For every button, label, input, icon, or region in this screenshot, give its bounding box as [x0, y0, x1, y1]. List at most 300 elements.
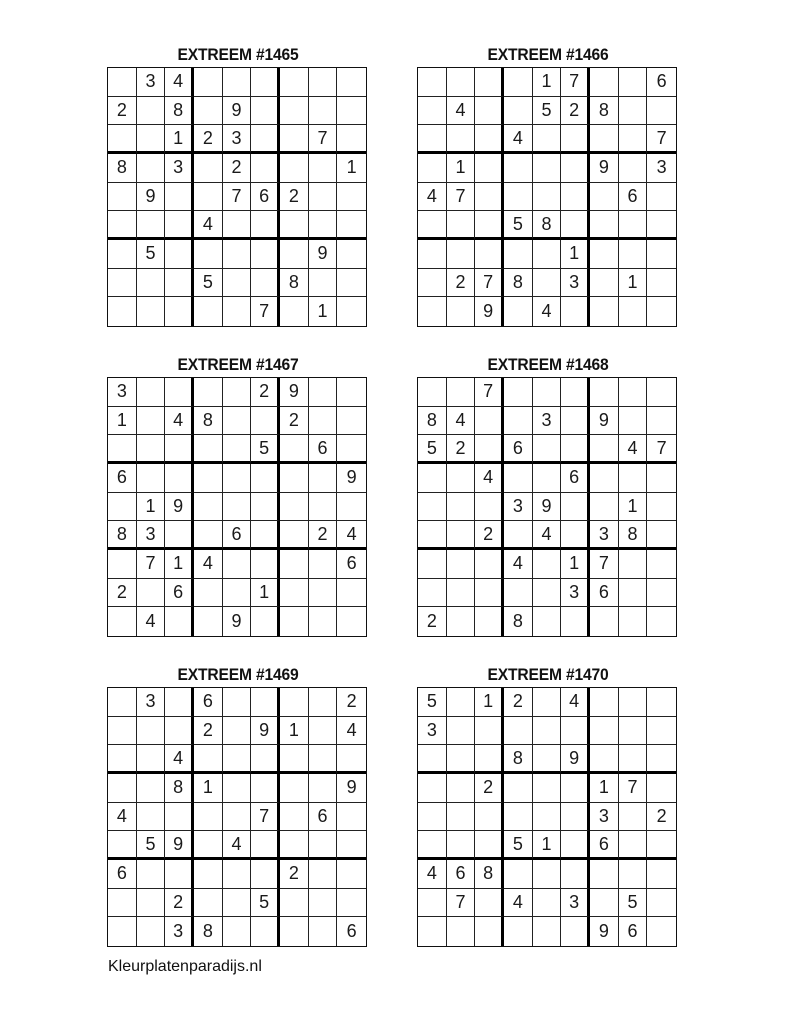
grid-cell[interactable]	[309, 68, 338, 97]
grid-cell[interactable]	[504, 579, 533, 608]
grid-cell[interactable]	[447, 521, 476, 550]
grid-cell[interactable]	[647, 269, 676, 298]
grid-cell[interactable]	[619, 68, 648, 97]
grid-cell[interactable]	[223, 68, 252, 97]
grid-cell[interactable]: 1	[108, 407, 137, 436]
grid-cell[interactable]: 3	[137, 688, 166, 717]
grid-cell[interactable]: 9	[165, 493, 194, 522]
grid-cell[interactable]	[619, 297, 648, 326]
grid-cell[interactable]: 9	[137, 183, 166, 212]
grid-cell[interactable]	[137, 211, 166, 240]
grid-cell[interactable]	[533, 464, 562, 493]
grid-cell[interactable]: 4	[108, 803, 137, 832]
grid-cell[interactable]	[165, 860, 194, 889]
grid-cell[interactable]: 6	[647, 68, 676, 97]
grid-cell[interactable]	[223, 493, 252, 522]
grid-cell[interactable]: 6	[309, 803, 338, 832]
grid-cell[interactable]: 4	[337, 521, 366, 550]
grid-cell[interactable]	[561, 297, 590, 326]
grid-cell[interactable]	[647, 378, 676, 407]
grid-cell[interactable]	[108, 774, 137, 803]
grid-cell[interactable]: 6	[108, 860, 137, 889]
grid-cell[interactable]	[280, 831, 309, 860]
grid-cell[interactable]	[418, 378, 447, 407]
grid-cell[interactable]	[561, 917, 590, 946]
grid-cell[interactable]: 6	[251, 183, 280, 212]
grid-cell[interactable]: 4	[418, 860, 447, 889]
grid-cell[interactable]	[337, 803, 366, 832]
grid-cell[interactable]: 7	[251, 297, 280, 326]
grid-cell[interactable]	[108, 493, 137, 522]
grid-cell[interactable]	[194, 435, 223, 464]
grid-cell[interactable]	[475, 579, 504, 608]
grid-cell[interactable]: 6	[194, 688, 223, 717]
grid-cell[interactable]	[337, 493, 366, 522]
grid-cell[interactable]: 4	[504, 889, 533, 918]
grid-cell[interactable]	[251, 68, 280, 97]
grid-cell[interactable]	[280, 607, 309, 636]
grid-cell[interactable]	[137, 97, 166, 126]
grid-cell[interactable]	[475, 154, 504, 183]
grid-cell[interactable]	[309, 774, 338, 803]
grid-cell[interactable]: 7	[590, 550, 619, 579]
grid-cell[interactable]	[165, 297, 194, 326]
grid-cell[interactable]	[475, 125, 504, 154]
grid-cell[interactable]	[280, 154, 309, 183]
grid-cell[interactable]	[418, 68, 447, 97]
grid-cell[interactable]	[194, 240, 223, 269]
grid-cell[interactable]: 1	[194, 774, 223, 803]
grid-cell[interactable]: 3	[165, 917, 194, 946]
grid-cell[interactable]: 5	[137, 831, 166, 860]
grid-cell[interactable]	[137, 125, 166, 154]
grid-cell[interactable]: 1	[561, 550, 590, 579]
grid-cell[interactable]: 5	[251, 889, 280, 918]
grid-cell[interactable]	[108, 68, 137, 97]
grid-cell[interactable]: 4	[194, 550, 223, 579]
grid-cell[interactable]	[194, 607, 223, 636]
grid-cell[interactable]	[447, 378, 476, 407]
grid-cell[interactable]	[280, 917, 309, 946]
grid-cell[interactable]	[137, 717, 166, 746]
grid-cell[interactable]	[309, 154, 338, 183]
grid-cell[interactable]: 4	[337, 717, 366, 746]
grid-cell[interactable]	[447, 579, 476, 608]
grid-cell[interactable]	[418, 240, 447, 269]
grid-cell[interactable]: 6	[223, 521, 252, 550]
grid-cell[interactable]	[280, 688, 309, 717]
grid-cell[interactable]: 5	[418, 435, 447, 464]
grid-cell[interactable]	[251, 125, 280, 154]
grid-cell[interactable]: 2	[108, 579, 137, 608]
grid-cell[interactable]	[251, 97, 280, 126]
grid-cell[interactable]	[533, 378, 562, 407]
grid-cell[interactable]	[280, 889, 309, 918]
grid-cell[interactable]	[280, 240, 309, 269]
grid-cell[interactable]	[309, 860, 338, 889]
grid-cell[interactable]	[447, 240, 476, 269]
grid-cell[interactable]	[561, 407, 590, 436]
grid-cell[interactable]	[619, 125, 648, 154]
grid-cell[interactable]	[533, 154, 562, 183]
grid-cell[interactable]	[309, 464, 338, 493]
grid-cell[interactable]	[251, 407, 280, 436]
grid-cell[interactable]: 6	[504, 435, 533, 464]
grid-cell[interactable]	[590, 717, 619, 746]
grid-cell[interactable]	[533, 550, 562, 579]
grid-cell[interactable]	[337, 240, 366, 269]
grid-cell[interactable]	[418, 803, 447, 832]
grid-cell[interactable]: 3	[533, 407, 562, 436]
grid-cell[interactable]	[619, 154, 648, 183]
grid-cell[interactable]	[251, 550, 280, 579]
grid-cell[interactable]: 9	[223, 607, 252, 636]
grid-cell[interactable]	[108, 240, 137, 269]
grid-cell[interactable]	[309, 183, 338, 212]
grid-cell[interactable]	[561, 774, 590, 803]
grid-cell[interactable]	[108, 688, 137, 717]
grid-cell[interactable]	[137, 745, 166, 774]
grid-cell[interactable]	[647, 521, 676, 550]
grid-cell[interactable]	[590, 378, 619, 407]
grid-cell[interactable]	[533, 435, 562, 464]
grid-cell[interactable]	[590, 240, 619, 269]
grid-cell[interactable]	[137, 889, 166, 918]
grid-cell[interactable]	[337, 607, 366, 636]
grid-cell[interactable]	[504, 240, 533, 269]
grid-cell[interactable]	[251, 860, 280, 889]
grid-cell[interactable]	[165, 607, 194, 636]
grid-cell[interactable]	[337, 97, 366, 126]
grid-cell[interactable]	[619, 607, 648, 636]
grid-cell[interactable]: 7	[475, 378, 504, 407]
grid-cell[interactable]	[619, 745, 648, 774]
grid-cell[interactable]	[137, 407, 166, 436]
grid-cell[interactable]: 2	[475, 521, 504, 550]
grid-cell[interactable]	[108, 183, 137, 212]
grid-cell[interactable]	[561, 860, 590, 889]
grid-cell[interactable]: 7	[647, 125, 676, 154]
grid-cell[interactable]	[418, 97, 447, 126]
grid-cell[interactable]: 3	[561, 579, 590, 608]
grid-cell[interactable]	[280, 803, 309, 832]
grid-cell[interactable]	[647, 917, 676, 946]
grid-cell[interactable]	[165, 183, 194, 212]
grid-cell[interactable]	[165, 378, 194, 407]
grid-cell[interactable]	[280, 435, 309, 464]
grid-cell[interactable]	[223, 917, 252, 946]
grid-cell[interactable]	[504, 97, 533, 126]
grid-cell[interactable]	[309, 745, 338, 774]
grid-cell[interactable]	[647, 688, 676, 717]
grid-cell[interactable]	[165, 269, 194, 298]
grid-cell[interactable]: 2	[280, 860, 309, 889]
grid-cell[interactable]: 8	[504, 745, 533, 774]
grid-cell[interactable]	[223, 745, 252, 774]
grid-cell[interactable]	[447, 607, 476, 636]
grid-cell[interactable]	[137, 297, 166, 326]
grid-cell[interactable]	[251, 521, 280, 550]
grid-cell[interactable]: 3	[137, 521, 166, 550]
grid-cell[interactable]	[309, 211, 338, 240]
grid-cell[interactable]	[561, 154, 590, 183]
grid-cell[interactable]: 4	[504, 125, 533, 154]
grid-cell[interactable]	[223, 211, 252, 240]
grid-cell[interactable]	[561, 211, 590, 240]
grid-cell[interactable]	[590, 269, 619, 298]
grid-cell[interactable]	[619, 240, 648, 269]
grid-cell[interactable]	[309, 407, 338, 436]
grid-cell[interactable]	[647, 607, 676, 636]
grid-cell[interactable]	[504, 154, 533, 183]
grid-cell[interactable]	[194, 860, 223, 889]
grid-cell[interactable]: 2	[561, 97, 590, 126]
grid-cell[interactable]	[647, 240, 676, 269]
grid-cell[interactable]: 6	[337, 550, 366, 579]
grid-cell[interactable]	[475, 183, 504, 212]
grid-cell[interactable]	[309, 550, 338, 579]
grid-cell[interactable]	[309, 831, 338, 860]
grid-cell[interactable]	[337, 579, 366, 608]
grid-cell[interactable]: 1	[251, 579, 280, 608]
grid-cell[interactable]: 9	[475, 297, 504, 326]
grid-cell[interactable]	[280, 550, 309, 579]
grid-cell[interactable]	[475, 240, 504, 269]
grid-cell[interactable]	[223, 435, 252, 464]
grid-cell[interactable]	[223, 407, 252, 436]
grid-cell[interactable]: 2	[280, 407, 309, 436]
grid-cell[interactable]: 9	[165, 831, 194, 860]
grid-cell[interactable]	[194, 297, 223, 326]
grid-cell[interactable]: 2	[194, 717, 223, 746]
grid-cell[interactable]: 6	[590, 831, 619, 860]
grid-cell[interactable]	[251, 211, 280, 240]
grid-cell[interactable]	[561, 831, 590, 860]
grid-cell[interactable]: 5	[137, 240, 166, 269]
grid-cell[interactable]	[194, 68, 223, 97]
grid-cell[interactable]	[590, 860, 619, 889]
grid-cell[interactable]	[561, 803, 590, 832]
grid-cell[interactable]: 2	[418, 607, 447, 636]
grid-cell[interactable]	[108, 745, 137, 774]
grid-cell[interactable]	[418, 154, 447, 183]
grid-cell[interactable]	[108, 717, 137, 746]
grid-cell[interactable]	[223, 550, 252, 579]
grid-cell[interactable]	[251, 154, 280, 183]
grid-cell[interactable]	[504, 183, 533, 212]
grid-cell[interactable]: 2	[647, 803, 676, 832]
grid-cell[interactable]	[108, 211, 137, 240]
grid-cell[interactable]	[647, 860, 676, 889]
grid-cell[interactable]	[280, 68, 309, 97]
grid-cell[interactable]	[619, 803, 648, 832]
grid-cell[interactable]	[590, 435, 619, 464]
grid-cell[interactable]: 6	[165, 579, 194, 608]
grid-cell[interactable]	[137, 917, 166, 946]
grid-cell[interactable]	[647, 97, 676, 126]
grid-cell[interactable]: 4	[619, 435, 648, 464]
grid-cell[interactable]	[533, 774, 562, 803]
grid-cell[interactable]	[309, 378, 338, 407]
grid-cell[interactable]	[309, 688, 338, 717]
grid-cell[interactable]	[194, 493, 223, 522]
grid-cell[interactable]	[533, 860, 562, 889]
grid-cell[interactable]: 9	[280, 378, 309, 407]
grid-cell[interactable]: 4	[533, 297, 562, 326]
grid-cell[interactable]	[561, 435, 590, 464]
grid-cell[interactable]: 8	[533, 211, 562, 240]
grid-cell[interactable]: 1	[280, 717, 309, 746]
grid-cell[interactable]: 8	[280, 269, 309, 298]
grid-cell[interactable]	[619, 688, 648, 717]
grid-cell[interactable]	[418, 297, 447, 326]
grid-cell[interactable]	[251, 464, 280, 493]
grid-cell[interactable]	[533, 917, 562, 946]
grid-cell[interactable]	[418, 464, 447, 493]
grid-cell[interactable]: 8	[194, 917, 223, 946]
grid-cell[interactable]: 3	[561, 269, 590, 298]
grid-cell[interactable]: 7	[309, 125, 338, 154]
grid-cell[interactable]	[194, 831, 223, 860]
grid-cell[interactable]	[337, 183, 366, 212]
grid-cell[interactable]	[475, 803, 504, 832]
grid-cell[interactable]	[475, 831, 504, 860]
grid-cell[interactable]: 6	[619, 917, 648, 946]
grid-cell[interactable]	[108, 297, 137, 326]
grid-cell[interactable]	[137, 269, 166, 298]
grid-cell[interactable]	[108, 125, 137, 154]
grid-cell[interactable]: 3	[137, 68, 166, 97]
grid-cell[interactable]: 1	[533, 831, 562, 860]
grid-cell[interactable]	[475, 435, 504, 464]
grid-cell[interactable]: 2	[108, 97, 137, 126]
grid-cell[interactable]	[108, 607, 137, 636]
grid-cell[interactable]	[447, 717, 476, 746]
grid-cell[interactable]: 1	[619, 493, 648, 522]
grid-cell[interactable]	[447, 745, 476, 774]
grid-cell[interactable]	[504, 378, 533, 407]
grid-cell[interactable]: 8	[194, 407, 223, 436]
grid-cell[interactable]	[194, 803, 223, 832]
grid-cell[interactable]	[619, 407, 648, 436]
grid-cell[interactable]: 7	[137, 550, 166, 579]
grid-cell[interactable]	[619, 378, 648, 407]
grid-cell[interactable]: 6	[309, 435, 338, 464]
grid-cell[interactable]: 2	[223, 154, 252, 183]
grid-cell[interactable]	[447, 464, 476, 493]
grid-cell[interactable]	[504, 68, 533, 97]
grid-cell[interactable]	[533, 579, 562, 608]
grid-cell[interactable]	[619, 860, 648, 889]
grid-cell[interactable]	[590, 493, 619, 522]
grid-cell[interactable]	[619, 464, 648, 493]
grid-cell[interactable]	[194, 154, 223, 183]
grid-cell[interactable]	[418, 774, 447, 803]
grid-cell[interactable]: 1	[619, 269, 648, 298]
grid-cell[interactable]	[223, 579, 252, 608]
grid-cell[interactable]	[418, 917, 447, 946]
grid-cell[interactable]: 6	[619, 183, 648, 212]
grid-cell[interactable]: 7	[647, 435, 676, 464]
grid-cell[interactable]	[337, 378, 366, 407]
grid-cell[interactable]: 8	[475, 860, 504, 889]
grid-cell[interactable]	[137, 464, 166, 493]
grid-cell[interactable]: 2	[447, 269, 476, 298]
grid-cell[interactable]	[337, 269, 366, 298]
grid-cell[interactable]	[418, 211, 447, 240]
grid-cell[interactable]: 6	[590, 579, 619, 608]
grid-cell[interactable]	[590, 889, 619, 918]
grid-cell[interactable]: 2	[251, 378, 280, 407]
grid-cell[interactable]	[280, 97, 309, 126]
grid-cell[interactable]: 5	[251, 435, 280, 464]
grid-cell[interactable]: 2	[504, 688, 533, 717]
grid-cell[interactable]	[561, 717, 590, 746]
grid-cell[interactable]	[137, 154, 166, 183]
grid-cell[interactable]	[280, 745, 309, 774]
grid-cell[interactable]	[619, 717, 648, 746]
grid-cell[interactable]	[590, 297, 619, 326]
grid-cell[interactable]	[194, 464, 223, 493]
grid-cell[interactable]	[337, 745, 366, 774]
grid-cell[interactable]: 6	[561, 464, 590, 493]
grid-cell[interactable]	[337, 860, 366, 889]
grid-cell[interactable]	[590, 183, 619, 212]
grid-cell[interactable]	[251, 493, 280, 522]
grid-cell[interactable]: 8	[165, 774, 194, 803]
grid-cell[interactable]	[223, 269, 252, 298]
grid-cell[interactable]: 4	[194, 211, 223, 240]
grid-cell[interactable]: 8	[619, 521, 648, 550]
grid-cell[interactable]: 9	[309, 240, 338, 269]
grid-cell[interactable]	[447, 68, 476, 97]
grid-cell[interactable]: 1	[533, 68, 562, 97]
grid-cell[interactable]	[194, 183, 223, 212]
grid-cell[interactable]	[108, 831, 137, 860]
grid-cell[interactable]: 3	[165, 154, 194, 183]
grid-cell[interactable]	[108, 435, 137, 464]
grid-cell[interactable]: 4	[165, 68, 194, 97]
grid-cell[interactable]	[280, 493, 309, 522]
grid-cell[interactable]	[194, 745, 223, 774]
grid-cell[interactable]	[309, 269, 338, 298]
grid-cell[interactable]	[309, 579, 338, 608]
grid-cell[interactable]	[223, 378, 252, 407]
grid-cell[interactable]	[647, 550, 676, 579]
grid-cell[interactable]	[590, 211, 619, 240]
grid-cell[interactable]	[223, 889, 252, 918]
grid-cell[interactable]	[251, 607, 280, 636]
grid-cell[interactable]	[475, 550, 504, 579]
grid-cell[interactable]	[590, 464, 619, 493]
grid-cell[interactable]: 5	[533, 97, 562, 126]
grid-cell[interactable]	[447, 803, 476, 832]
grid-cell[interactable]: 9	[590, 154, 619, 183]
grid-cell[interactable]: 5	[619, 889, 648, 918]
grid-cell[interactable]	[165, 240, 194, 269]
grid-cell[interactable]	[647, 774, 676, 803]
grid-cell[interactable]	[475, 68, 504, 97]
grid-cell[interactable]	[447, 917, 476, 946]
grid-cell[interactable]	[251, 745, 280, 774]
grid-cell[interactable]	[475, 717, 504, 746]
grid-cell[interactable]	[251, 831, 280, 860]
grid-cell[interactable]	[647, 717, 676, 746]
grid-cell[interactable]	[447, 550, 476, 579]
grid-cell[interactable]	[418, 493, 447, 522]
grid-cell[interactable]: 1	[590, 774, 619, 803]
grid-cell[interactable]	[337, 211, 366, 240]
